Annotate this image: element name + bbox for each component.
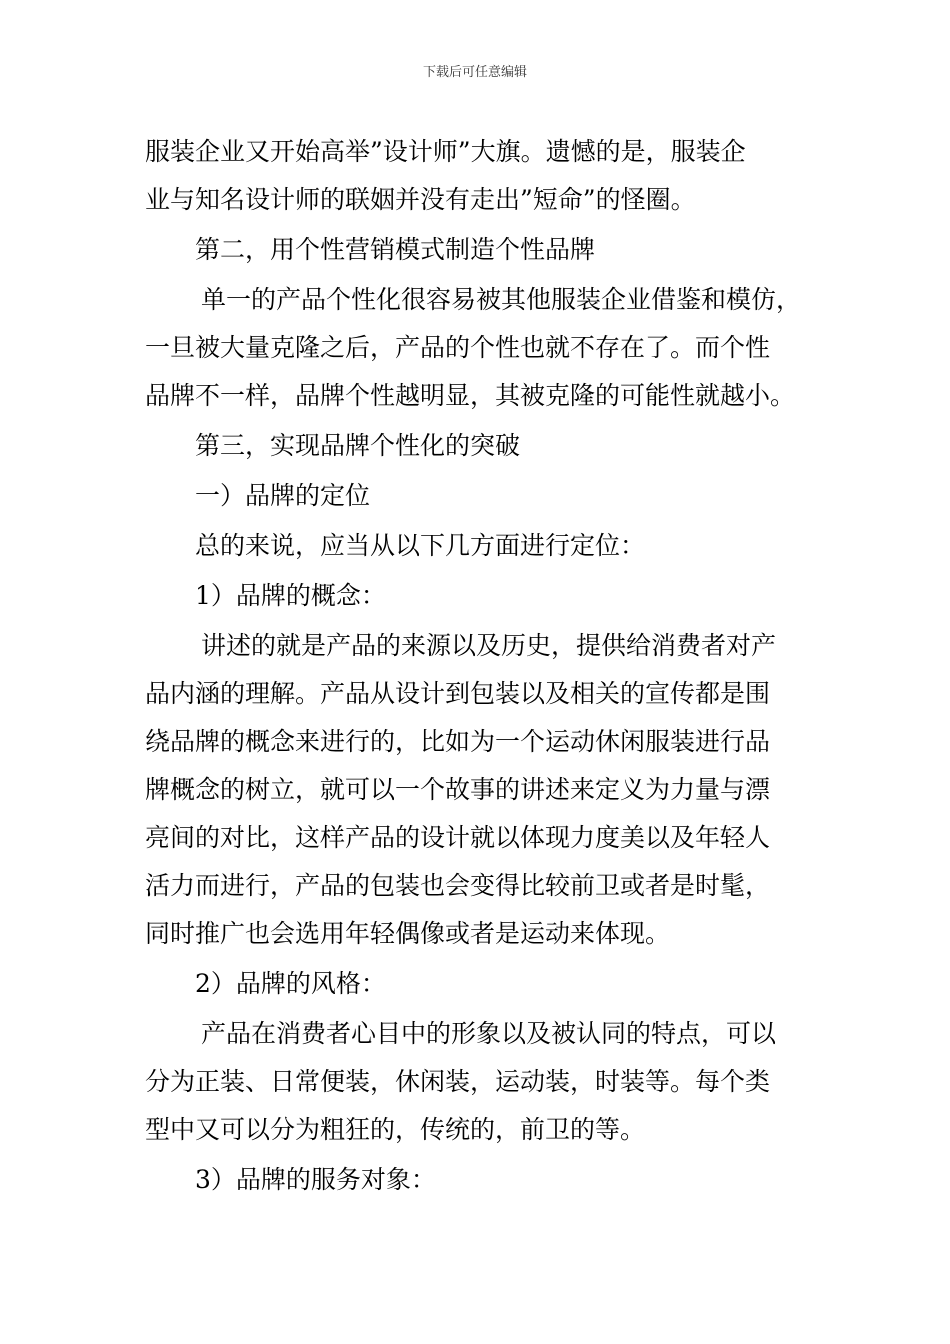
text-line: 讲述的就是产品的来源以及历史，提供给消费者对产	[201, 631, 777, 660]
text-line: 单一的产品个性化很容易被其他服装企业借鉴和模仿，	[201, 285, 802, 314]
text-line: 第二，用个性营销模式制造个性品牌	[195, 235, 596, 264]
text-line: 活力而进行，产品的包装也会变得比较前卫或者是时髦，	[145, 871, 771, 900]
text-line: 总的来说，应当从以下几方面进行定位：	[195, 531, 646, 560]
text-line: 一）品牌的定位	[195, 481, 371, 510]
paragraph-individual-brand	[145, 276, 815, 420]
text-line: 绕品牌的概念来进行的，比如为一个运动休闲服装进行品	[145, 727, 771, 756]
paragraph-1	[145, 128, 815, 224]
text-line: 业与知名设计师的联姻并没有走出”短命”的怪圈。	[145, 185, 696, 214]
paragraph-overview	[145, 522, 815, 570]
item-heading-brand-audience	[145, 1156, 815, 1204]
text-line: 一旦被大量克隆之后，产品的个性也就不存在了。而个性	[145, 333, 771, 362]
text-line: 牌概念的树立，就可以一个故事的讲述来定义为力量与漂	[145, 775, 771, 804]
item-heading-brand-concept	[145, 572, 815, 620]
text-line: 亮间的对比，这样产品的设计就以体现力度美以及年轻人	[145, 823, 771, 852]
section-heading-second	[145, 226, 815, 274]
paragraph-brand-style	[145, 1010, 815, 1154]
text-line: 产品在消费者心目中的形象以及被认同的特点，可以	[201, 1019, 777, 1048]
item-heading-brand-style	[145, 960, 815, 1008]
text-line: 品内涵的理解。产品从设计到包装以及相关的宣传都是围	[145, 679, 771, 708]
text-line: 2）品牌的风格：	[195, 969, 386, 998]
text-line: 1）品牌的概念：	[195, 581, 386, 610]
page-header: 下载后可任意编辑	[422, 65, 527, 80]
text-line: 品牌不一样，品牌个性越明显，其被克隆的可能性就越小。	[145, 381, 796, 410]
text-line: 分为正装、日常便装，休闲装，运动装，时装等。每个类	[145, 1067, 771, 1096]
section-heading-third	[145, 422, 815, 470]
text-line: 型中又可以分为粗狂的，传统的，前卫的等。	[145, 1115, 646, 1144]
subheading-brand-positioning	[145, 472, 815, 520]
paragraph-brand-concept	[145, 622, 815, 958]
text-line: 3）品牌的服务对象：	[195, 1165, 436, 1194]
document-body	[145, 128, 815, 1206]
text-line: 服装企业又开始高举”设计师”大旗。遗憾的是，服装企	[145, 137, 746, 166]
text-line: 第三，实现品牌个性化的突破	[195, 431, 521, 460]
text-line: 同时推广也会选用年轻偶像或者是运动来体现。	[145, 919, 671, 948]
